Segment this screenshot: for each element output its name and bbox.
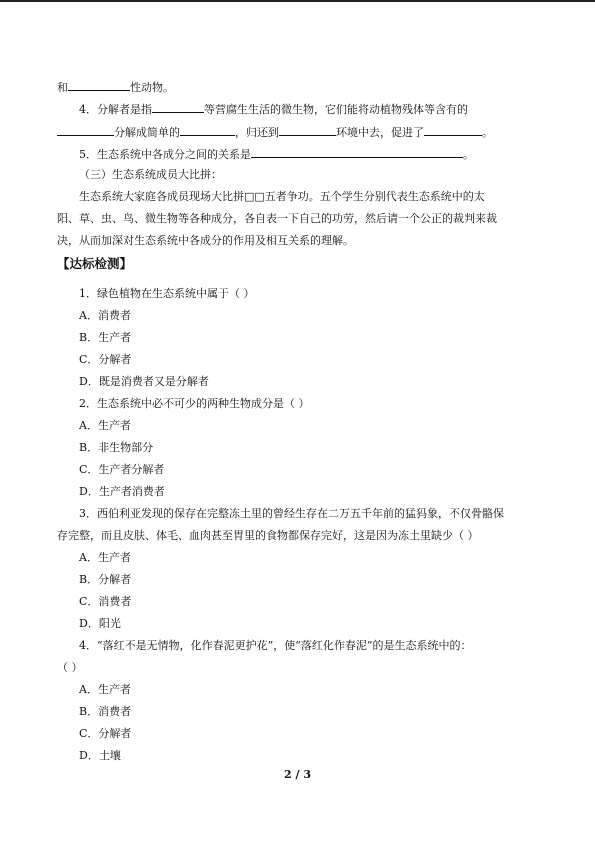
question-3-stem-line-1: 3．西伯利亚发现的保存在完整冻土里的曾经生存在二万五千年前的猛犸象，不仅骨骼保 (79, 507, 504, 520)
text: 性动物。 (130, 81, 174, 94)
question-1-option-c[interactable]: C．分解者 (79, 353, 132, 366)
answer-blank[interactable] (180, 124, 235, 136)
text: ，归还到 (235, 126, 279, 139)
section-three-paragraph-line-2: 阳、草、虫、鸟、微生物等各种成分，各自表一下自己的功劳，然后请一个公正的裁判来裁 (57, 212, 497, 225)
fill-item-5 (79, 146, 474, 162)
answer-blank[interactable] (251, 146, 463, 158)
question-4-option-d[interactable]: D．土壤 (79, 749, 121, 762)
section-three-paragraph-line-3: 决，从而加深对生态系统中各成分的作用及相互关系的理解。 (57, 234, 354, 247)
question-3-option-a[interactable]: A．生产者 (79, 551, 131, 564)
question-1-option-a[interactable]: A．消费者 (79, 309, 131, 322)
question-3-stem-line-2: 存完整，而且皮肤、体毛、血肉甚至胃里的食物都保存完好，这是因为冻土里缺少（ ） (57, 529, 479, 542)
question-4-option-b[interactable]: B．消费者 (79, 705, 132, 718)
answer-blank[interactable] (57, 124, 114, 136)
question-3-option-d[interactable]: D．阳光 (79, 617, 121, 630)
text: 。 (482, 126, 493, 139)
section-three-paragraph-line-1: 生态系统大家庭各成员现场大比拼□□五者争功。五个学生分别代表生态系统中的太 (79, 190, 485, 203)
question-4-option-a[interactable]: A．生产者 (79, 683, 131, 696)
text: 和 (57, 81, 68, 94)
text: 等营腐生生活的微生物，它们能将动植物残体等含有的 (204, 103, 468, 116)
text: 分解成简单的 (114, 126, 180, 139)
text: 环境中去，促进了 (336, 126, 424, 139)
question-2-option-b[interactable]: B．非生物部分 (79, 441, 154, 454)
question-1-option-b[interactable]: B．生产者 (79, 331, 132, 344)
test-heading: 【达标检测】 (57, 256, 133, 271)
answer-blank[interactable] (279, 124, 336, 136)
question-1-stem: 1．绿色植物在生态系统中属于（ ） (79, 287, 255, 300)
question-2-option-d[interactable]: D．生产者消费者 (79, 485, 165, 498)
text: 。 (463, 148, 474, 161)
answer-blank[interactable] (424, 124, 482, 136)
fill-line-1 (57, 79, 174, 95)
question-3-option-c[interactable]: C．消费者 (79, 595, 132, 608)
fill-item-4-line-2 (57, 124, 493, 140)
section-three-title: （三）生态系统成员大比拼： (79, 168, 222, 181)
page-number: 2 / 3 (284, 768, 311, 781)
question-4-stem-line-2: （ ） (57, 661, 83, 674)
question-4-option-c[interactable]: C．分解者 (79, 727, 132, 740)
question-1-option-d[interactable]: D．既是消费者又是分解者 (79, 375, 209, 388)
question-2-stem: 2．生态系统中必不可少的两种生物成分是（ ） (79, 397, 310, 410)
question-4-stem-line-1: 4．“落红不是无情物，化作春泥更护花”，使“落红化作春泥”的是生态系统中的： (79, 639, 472, 652)
text: 5．生态系统中各成分之间的关系是 (79, 148, 251, 161)
answer-blank[interactable] (68, 79, 130, 91)
answer-blank[interactable] (152, 101, 204, 113)
text: 4．分解者是指 (79, 103, 152, 116)
question-2-option-c[interactable]: C．生产者分解者 (79, 463, 165, 476)
question-2-option-a[interactable]: A．生产者 (79, 419, 131, 432)
question-3-option-b[interactable]: B．分解者 (79, 573, 132, 586)
top-border (0, 0, 595, 2)
fill-item-4-line-1 (79, 101, 468, 117)
